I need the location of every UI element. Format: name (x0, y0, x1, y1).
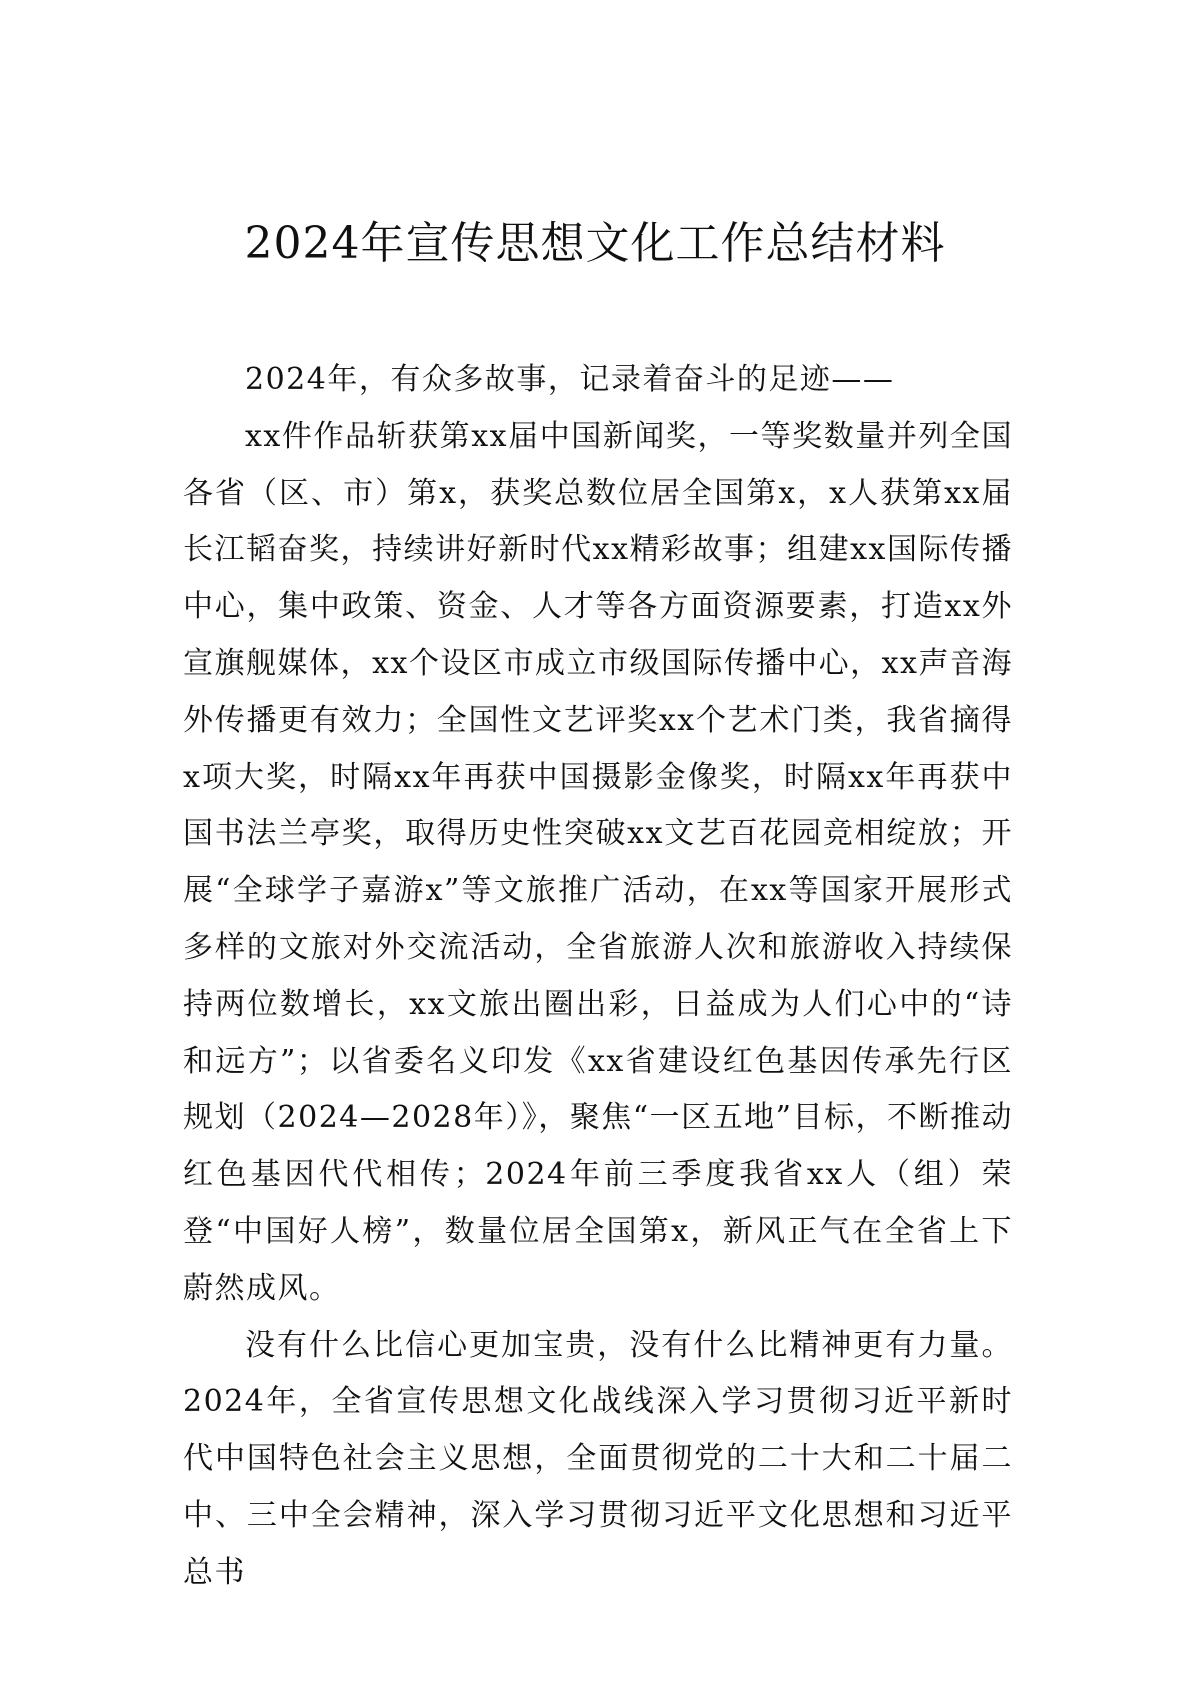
paragraph-achievements: xx件作品斩获第xx届中国新闻奖，一等奖数量并列全国各省（区、市）第x，获奖总数位居全国第x，x人获第xx届长江韬奋奖，持续讲好新时代xx精彩故事；组建xx国际传播中心，集中政策、资金、人才等各方面资源要素，打造xx外宣旗舰媒体，xx个设区市成立市级国际传播中心，xx声音海外传播更有效力；全国性文艺评奖xx个艺术门类，我省摘得x项大奖，时隔xx年再获中国摄影金像奖，时隔xx年再获中国书法兰亭奖，取得历史性突破xx文艺百花园竞相绽放；开展“全球学子嘉游x”等文旅推广活动，在xx等国家开展形式多样的文旅对外交流活动，全省旅游人次和旅游收入持续保持两位数增长，xx文旅出圈出彩，日益成为人们心中的“诗和远方”；以省委名义印发《xx省建设红色基因传承先行区规划（2024—2028年）》，聚焦“一区五地”目标，不断推动红色基因代代相传；2024年前三季度我省xx人（组）荣登“中国好人榜”，数量位居全国第x，新风正气在全省上下蔚然成风。 (183, 418, 1013, 1306)
paragraph-intro: 2024年，有众多故事，记录着奋斗的足迹—— (245, 362, 895, 397)
document-title: 2024年宣传思想文化工作总结材料 (244, 218, 946, 269)
document-body (183, 352, 1013, 1602)
paragraph-confidence: 没有什么比信心更加宝贵，没有什么比精神更有力量。2024年，全省宣传思想文化战线深入学习贯彻习近平新时代中国特色社会主义思想，全面贯彻党的二十大和二十届二中、三中全会精神，深入学习贯彻习近平文化思想和习近平总书 (183, 1327, 1013, 1590)
